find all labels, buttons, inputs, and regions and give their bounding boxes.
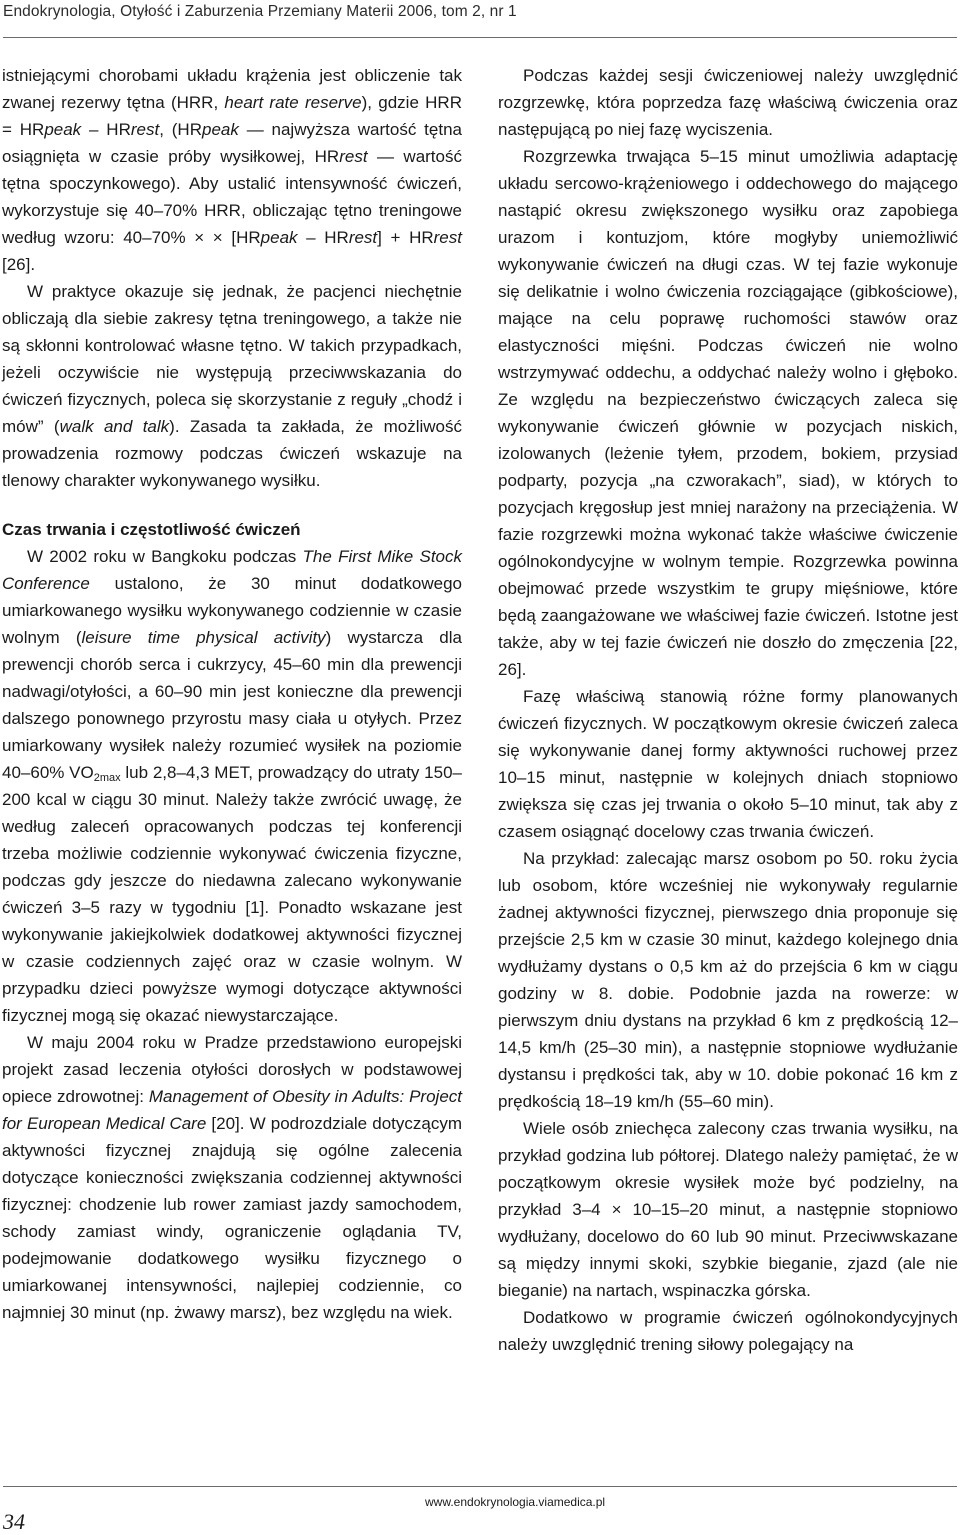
paragraph-example-walking: Na przykład: zalecając marsz osobom po 50. roku życia lub osobom, które wcześniej nie wykonywały regularnie żadnej aktywności fizycznej, pierwszego dnia proponuje się przejście 2,5 km w czasie 30 minut, każdego kolejnego dnia wydłużamy dystans o 0,5 km aż do przejścia 6 km w ciągu godziny w 8. dobie. Podobnie jazda na rowerze: w pierwszym dniu dystans na przykład 6 km z prędkością 12–14,5 km/h (25–30 min), a następnie stopniowe wydłużanie dystansu i prędkości tak, aby w 10. dobie pokonać 16 km z prędkością 18–19 km/h (55–60 min). [498, 849, 958, 1111]
page-number: 34 [3, 1509, 25, 1534]
header-rule [3, 37, 957, 38]
paragraph-warm-up: Rozgrzewka trwająca 5–15 minut umożliwia adaptację układu sercowo-krążeniowego i oddechowego do mającego nastąpić okresu zwiększonego wysiłku oraz zapobiega urazom i kontuzjom, które mogłyby uniemożliwić wykonywanie ćwiczeń na długi czas. W tej fazie wykonuje się delikatnie i wolno ćwiczenia rozciągające (gibkościowe), mające na celu poprawę ruchomości stawów oraz elastyczności mięśni. Podczas ćwiczeń nie wolno wstrzymywać oddechu, a oddychać należy wolno i głęboko. Ze względu na bezpieczeństwo ćwiczących zaleca się wykonywanie ćwiczeń głównie w pozycjach niskich, izolowanych (leżenie tyłem, przodem, bokiem, przysiad podparty, pozycja „na czworakach”, siad), w których to pozycjach kręgosłup jest mniej narażony na przeciążenia. W fazie rozgrzewki można wykonać także właściwe ćwiczenie ogólnokondycyjne w wolnym tempie. Rozgrzewka powinna obejmować przede wszystkim te grupy mięśniowe, które będą zaangażowane we właściwej fazie ćwiczeń. Istotne jest także, aby w tej fazie ćwiczeń nie doszło do zmęczenia [22, 26]. [498, 147, 958, 679]
paragraph-session-phases: Podczas każdej sesji ćwiczeniowej należy uwzględnić rozgrzewkę, która poprzedza fazę właściwą ćwiczenia oraz następującą po niej fazę wyciszenia. [498, 66, 958, 139]
right-column [498, 62, 958, 1358]
paragraph-main-phase: Fazę właściwą stanowią różne formy planowanych ćwiczeń fizycznych. W początkowym okresie ćwiczeń zaleca się wykonywanie danej formy aktywności ruchowej przez 10–15 minut, następnie w kolejnych dniach stopniowo zwiększa się czas jej trwania o około 5–10 minut, tak aby z czasem osiągnąć docelowy czas trwania ćwiczeń. [498, 687, 958, 841]
footer-url: www.endokrynologia.viamedica.pl [425, 1495, 606, 1509]
paragraph-hrr-formula: istniejącymi chorobami układu krążenia jest obliczenie tak zwanej rezerwy tętna (HRR, heart rate reserve), gdzie HRR = HRpeak – HRrest, (HRpeak — najwyższa wartość tętna osiągnięta w czasie próby wysiłkowej, HRrest — wartość tętna spoczynkowego). Aby ustalić intensywność ćwiczeń, wykorzystuje się 40–70% HRR, obliczając tętno treningowe według wzoru: 40–70% × × [HRpeak – HRrest] + HRrest [26]. [2, 66, 462, 274]
section-heading: Czas trwania i częstotliwość ćwiczeń [2, 520, 301, 539]
paragraph-duration-split: Wiele osób zniechęca zalecony czas trwania wysiłku, na przykład godzina lub półtorej. Dlatego należy pamiętać, że w początkowym okresie wysiłek może być podzielny, na przykład 3–4 × 10–15–20 minut, a następnie stopniowo wydłużany, docelowo do 60 lub 90 minut. Przeciwwskazane są między innymi skoki, szybkie bieganie, zjazd (ale nie bieganie) na nartach, wspinaczka górska. [498, 1119, 958, 1300]
paragraph-strength-training: Dodatkowo w programie ćwiczeń ogólnokondycyjnych należy uwzględnić trening siłowy polegający na [498, 1308, 958, 1354]
paragraph-prague-project: W maju 2004 roku w Pradze przedstawiono europejski projekt zasad leczenia otyłości dorosłych w podstawowej opiece zdrowotnej: Management of Obesity in Adults: Project for European Medical Care [20]. W podrozdziale dotyczącym aktywności fizycznej znajdują się ogólne zalecenia dotyczące konieczności zwiększania codziennej aktywności fizycznej: chodzenie lub rower zamiast jazdy samochodem, schody zamiast windy, ograniczenie oglądania TV, podejmowanie dodatkowego wysiłku fizycznego o umiarkowanej intensywności, najlepiej codziennie, co najmniej 30 minut (np. żwawy marsz), bez względu na wiek. [2, 1033, 462, 1322]
journal-header: Endokrynologia, Otyłość i Zaburzenia Przemiany Materii 2006, tom 2, nr 1 [3, 3, 517, 20]
paragraph-bangkok-conference: W 2002 roku w Bangkoku podczas The First Mike Stock Conference ustalono, że 30 minut dodatkowego umiarkowanego wysiłku wykonywanego codziennie w czasie wolnym (leisure time physical activity) wystarcza dla prewencji chorób serca i cukrzycy, 45–60 min dla prewencji nadwagi/otyłości, a 60–90 min jest konieczne dla prewencji dalszego ponownego przyrostu masy ciała u otyłych. Przez umiarkowany wysiłek należy rozumieć wysiłek na poziomie 40–60% $VO_{2max}$ lub 2,8–4,3 MET, prowadzący do utraty 150–200 kcal w ciągu 30 minut. Należy także zwrócić uwagę, że według zaleceń opracowanych podczas tej konferencji trzeba możliwie codziennie wykonywać ćwiczenia fizyczne, podczas gdy jeszcze do niedawna zalecano wykonywanie ćwiczeń 3–5 razy w tygodniu [1]. Ponadto wskazane jest wykonywanie jakiejkolwiek dodatkowej aktywności fizycznej w czasie codziennych zajęć oraz w czasie wolnym. W przypadku dzieci powyższe wymogi dotyczące aktywności fizycznej mogą się okazać niewystarczające. [2, 547, 462, 1025]
left-column [2, 62, 462, 1326]
footer-rule [3, 1486, 957, 1487]
paragraph-walk-and-talk: W praktyce okazuje się jednak, że pacjenci niechętnie obliczają dla siebie zakresy tętna treningowego, a także nie są skłonni kontrolować własne tętno. W takich przypadkach, jeżeli oczywiście nie występują przeciwwskazania do ćwiczeń fizycznych, poleca się skorzystanie z reguły „chodź i mów” (walk and talk). Zasada ta zakłada, że możliwość prowadzenia rozmowy podczas ćwiczeń wskazuje na tlenowy charakter wykonywanego wysiłku. [2, 282, 462, 490]
